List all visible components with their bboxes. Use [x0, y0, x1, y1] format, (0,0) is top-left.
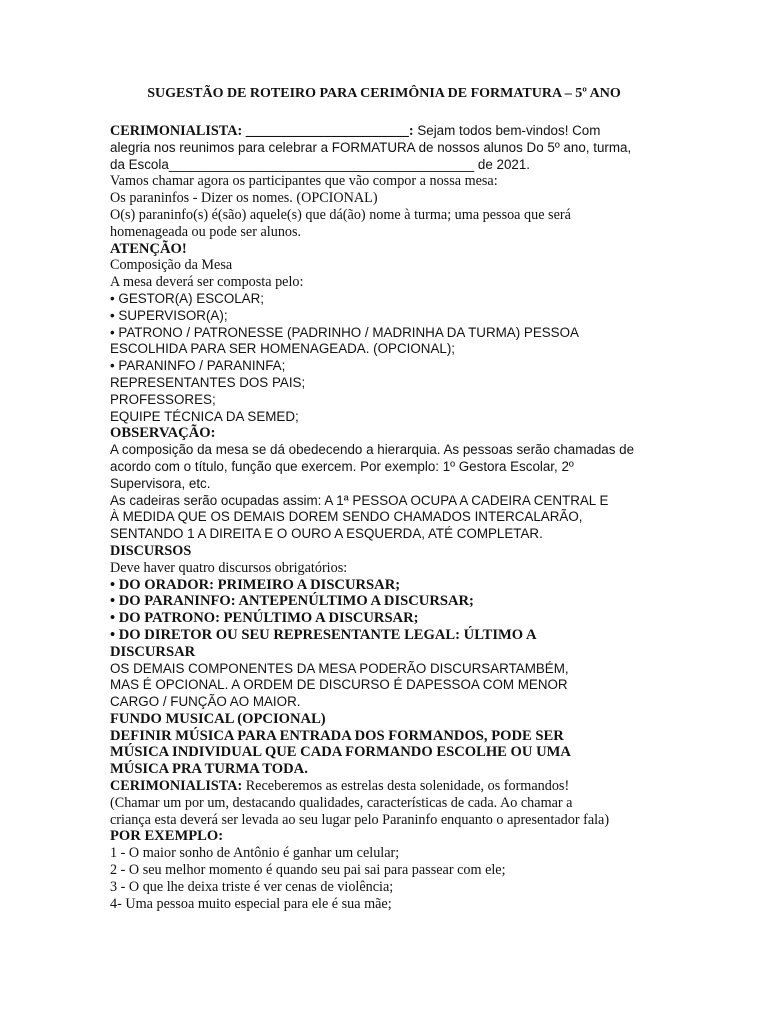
line-5: Os paraninfos - Dizer os nomes. (OPCIONAL) [110, 190, 378, 207]
list-item-pais: REPRESENTANTES DOS PAIS; [110, 374, 306, 390]
line-25: SENTANDO 1 A DIREITA E O OURO A ESQUERDA, ATÉ COMPLETAR. [110, 526, 543, 542]
welcome-text: Sejam todos bem-vindos! Com [413, 123, 601, 138]
list-item-professores: PROFESSORES; [110, 391, 216, 407]
escola-blank: _________________________________________ [168, 156, 475, 172]
discurso-paraninfo: • DO PARANINFO: ANTEPENÚLTIMO A DISCURSAR; [110, 593, 474, 610]
line-33: OS DEMAIS COMPONENTES DA MESA PODERÃO DISCURSARTAMBÉM, [110, 660, 569, 676]
exemplo-2: 2 - O seu melhor momento é quando seu pai sai para passear com ele; [110, 862, 506, 879]
line-4: Vamos chamar agora os participantes que vão compor a nossa mesa: [110, 173, 498, 190]
heading-fundo-musical: FUNDO MUSICAL (OPCIONAL) [110, 710, 326, 727]
cerimonialista-name-blank: _______________________ [245, 123, 409, 139]
cerimonialista-label: CERIMONIALISTA: [110, 123, 243, 139]
list-item-patrono: • PATRONO / PATRONESSE (PADRINHO / MADRINHA DA TURMA) PESSOA [110, 324, 579, 340]
heading-atencao: ATENÇÃO! [110, 240, 187, 257]
line-22: Supervisora, etc. [110, 475, 211, 491]
exemplo-4: 4- Uma pessoa muito especial para ele é sua mãe; [110, 895, 392, 912]
line-20: A composição da mesa se dá obedecendo a hierarquia. As pessoas serão chamadas de [110, 442, 635, 458]
list-item-supervisor: • SUPERVISOR(A); [110, 307, 228, 323]
exemplo-3: 3 - O que lhe deixa triste é ver cenas de violência; [110, 878, 394, 895]
line-35: CARGO / FUNÇÃO AO MAIOR. [110, 694, 301, 710]
document-title: SUGESTÃO DE ROTEIRO PARA CERIMÔNIA DE FORMATURA – 5º ANO [147, 86, 621, 101]
line-7: homenageada ou pode ser alunos. [110, 223, 302, 240]
line-41: (Chamar um por um, destacando qualidades, características de cada. Ao chamar a [110, 794, 573, 811]
line-9: Composição da Mesa [110, 257, 233, 274]
list-item-patrono-cont: ESCOLHIDA PARA SER HOMENAGEADA. (OPCIONAL); [110, 341, 456, 357]
discurso-orador: • DO ORADOR: PRIMEIRO A DISCURSAR; [110, 576, 401, 593]
line-23: As cadeiras serão ocupadas assim: A 1ª PESSOA OCUPA A CADEIRA CENTRAL E [110, 492, 609, 508]
musica-line-1: DEFINIR MÚSICA PARA ENTRADA DOS FORMANDOS, PODE SER [110, 727, 564, 744]
list-item-gestor: • GESTOR(A) ESCOLAR; [110, 290, 264, 306]
musica-line-3: MÚSICA PRA TURMA TODA. [110, 761, 308, 778]
line-21: acordo com o título, função que exercem. Por exemplo: 1º Gestora Escolar, 2º [110, 458, 574, 474]
estrelas-text: Receberemos as estrelas desta solenidade, os formandos! [242, 778, 570, 795]
line-escola [110, 157, 658, 174]
list-item-paraninfo: • PARANINFO / PARANINFA; [110, 358, 286, 374]
heading-observacao: OBSERVAÇÃO: [110, 425, 216, 442]
exemplo-1: 1 - O maior sonho de Antônio é ganhar um celular; [110, 845, 400, 862]
line-27: Deve haver quatro discursos obrigatórios: [110, 559, 348, 576]
line-cerimonialista-estrelas [110, 778, 658, 795]
discurso-patrono: • DO PATRONO: PENÚLTIMO A DISCURSAR; [110, 610, 419, 627]
heading-discursos: DISCURSOS [110, 542, 192, 559]
line-34: MAS É OPCIONAL. A ORDEM DE DISCURSO É DAPESSOA COM MENOR [110, 677, 568, 693]
document-page [110, 85, 658, 912]
line-24: À MEDIDA QUE OS DEMAIS DOREM SENDO CHAMADOS INTERCALARÃO, [110, 509, 583, 525]
line-cerimonialista-intro [110, 123, 658, 140]
line-10: A mesa deverá ser composta pelo: [110, 274, 304, 291]
line-2: alegria nos reunimos para celebrar a FORMATURA de nossos alunos Do 5º ano, turma, [110, 139, 632, 155]
discurso-diretor: • DO DIRETOR OU SEU REPRESENTANTE LEGAL: ÚLTIMO A [110, 626, 537, 643]
list-item-semed: EQUIPE TÉCNICA DA SEMED; [110, 408, 299, 424]
heading-por-exemplo: POR EXEMPLO: [110, 828, 224, 845]
discurso-diretor-cont: DISCURSAR [110, 643, 196, 660]
cerimonialista-label-2: CERIMONIALISTA: [110, 778, 243, 795]
escola-year: de 2021. [474, 156, 531, 172]
cerimonialista-colon: : [408, 123, 414, 139]
line-6: O(s) paraninfo(s) é(são) aquele(s) que dá(ão) nome à turma; uma pessoa que será [110, 206, 571, 223]
line-42: criança esta deverá ser levada ao seu lugar pelo Paraninfo enquanto o apresentador fala) [110, 811, 610, 828]
musica-line-2: MÚSICA INDIVIDUAL QUE CADA FORMANDO ESCOLHE OU UMA [110, 744, 571, 761]
escola-label: da Escola [110, 156, 169, 172]
